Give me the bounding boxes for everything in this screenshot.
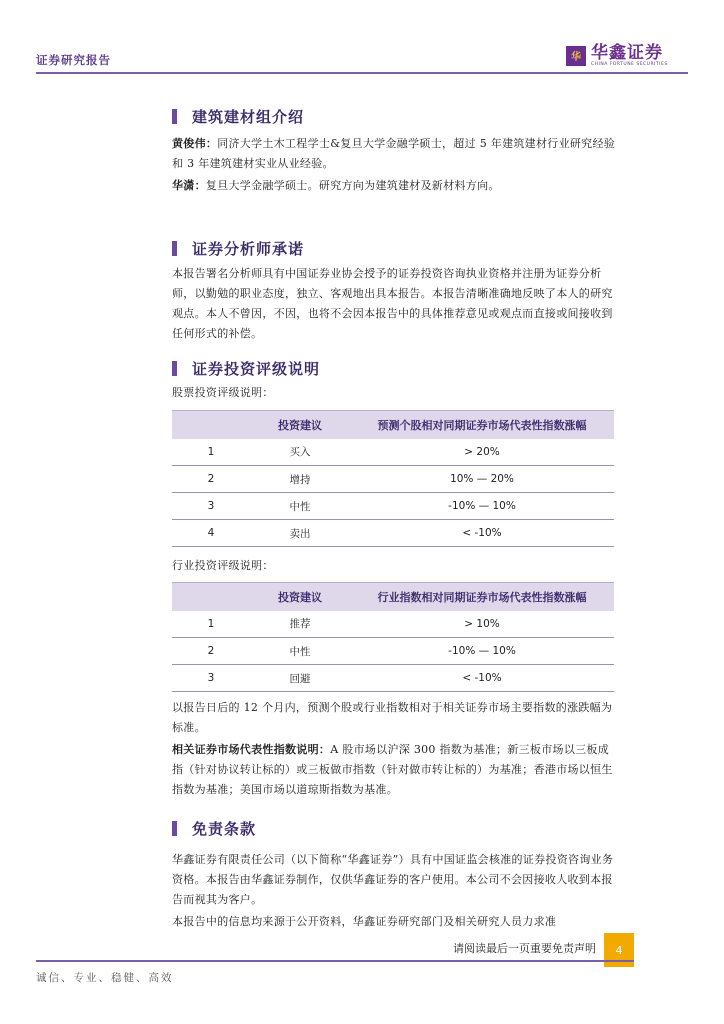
section-bar-icon xyxy=(172,109,177,124)
section-rating-heading: 证券投资评级说明 xyxy=(172,358,320,379)
logo-mark-icon: 华 xyxy=(566,46,586,66)
table-header-row: 投资建议 预测个股相对同期证券市场代表性指数涨幅 xyxy=(172,411,614,439)
section-bar-icon xyxy=(172,361,177,376)
team-member-2: 华潇：复旦大学金融学硕士。研究方向为建筑建材及新材料方向。 xyxy=(172,179,500,192)
stock-rating-label: 股票投资评级说明： xyxy=(172,386,274,399)
section-commitment-heading: 证券分析师承诺 xyxy=(172,238,304,259)
logo-en-text: CHINA FORTUNE SECURITIES xyxy=(591,62,668,67)
footer-slogan: 诚信、专业、稳健、高效 xyxy=(36,972,174,984)
table-row: 3 回避 < -10% xyxy=(172,665,614,692)
table-row: 2 增持 10% — 20% xyxy=(172,466,614,493)
disclaimer-reminder: 请阅读最后一页重要免责声明 xyxy=(453,942,596,955)
industry-rating-label: 行业投资评级说明： xyxy=(172,559,274,572)
disclaimer-paragraph-2: 本报告中的信息均来源于公开资料，华鑫证券研究部门及相关研究人员力求准 xyxy=(172,915,557,928)
section-bar-icon xyxy=(172,821,177,836)
table-row: 4 卖出 < -10% xyxy=(172,520,614,547)
benchmark-index-note: 相关证券市场代表性指数说明：A 股市场以沪深 300 指数为基准；新三板市场以三板成指（针对协议转让标的）或三板做市指数（针对做市转让标的）为基准；香港市场以恒生指数为基准；美国市场以道琼斯指数为基准。 xyxy=(172,743,613,796)
header-divider xyxy=(36,72,688,74)
table-header-row: 投资建议 行业指数相对同期证券市场代表性指数涨幅 xyxy=(172,583,614,611)
table-row: 2 中性 -10% — 10% xyxy=(172,638,614,665)
industry-rating-table xyxy=(172,582,614,692)
team-member-1: 黄俊伟：同济大学土木工程学士&复旦大学金融学硕士，超过 5 年建筑建材行业研究经验和 3 年建筑建材实业从业经验。 xyxy=(172,137,616,170)
logo-cn-text: 华鑫证券 xyxy=(591,43,663,63)
company-logo xyxy=(566,44,668,67)
table-row: 1 买入 > 20% xyxy=(172,439,614,466)
section-bar-icon xyxy=(172,241,177,256)
footer-divider xyxy=(36,960,634,962)
rating-standard-note: 以报告日后的 12 个月内，预测个股或行业指数相对于相关证券市场主要指数的涨跌幅为标准。 xyxy=(172,701,613,734)
disclaimer-paragraph-1: 华鑫证券有限责任公司（以下简称“华鑫证券”）具有中国证监会核准的证券投资咨询业务资格。本报告由华鑫证券制作，仅供华鑫证券的客户使用。本公司不会因接收人收到本报告而视其为客户。 xyxy=(172,853,614,906)
section-disclaimer-heading: 免责条款 xyxy=(172,818,256,839)
section-team-heading: 建筑建材组介绍 xyxy=(172,106,304,127)
commitment-text: 本报告署名分析师具有中国证券业协会授予的证券投资咨询执业资格并注册为证券分析师，以勤勉的职业态度，独立、客观地出具本报告。本报告清晰准确地反映了本人的研究观点。本人不曾因，不因，也将不会因本报告中的具体推荐意见或观点而直接或间接收到任何形式的补偿。 xyxy=(172,267,613,340)
stock-rating-table xyxy=(172,410,614,547)
report-type-label: 证券研究报告 xyxy=(36,53,111,67)
page-number: 4 xyxy=(604,933,634,967)
table-row: 1 推荐 > 10% xyxy=(172,611,614,638)
table-row: 3 中性 -10% — 10% xyxy=(172,493,614,520)
